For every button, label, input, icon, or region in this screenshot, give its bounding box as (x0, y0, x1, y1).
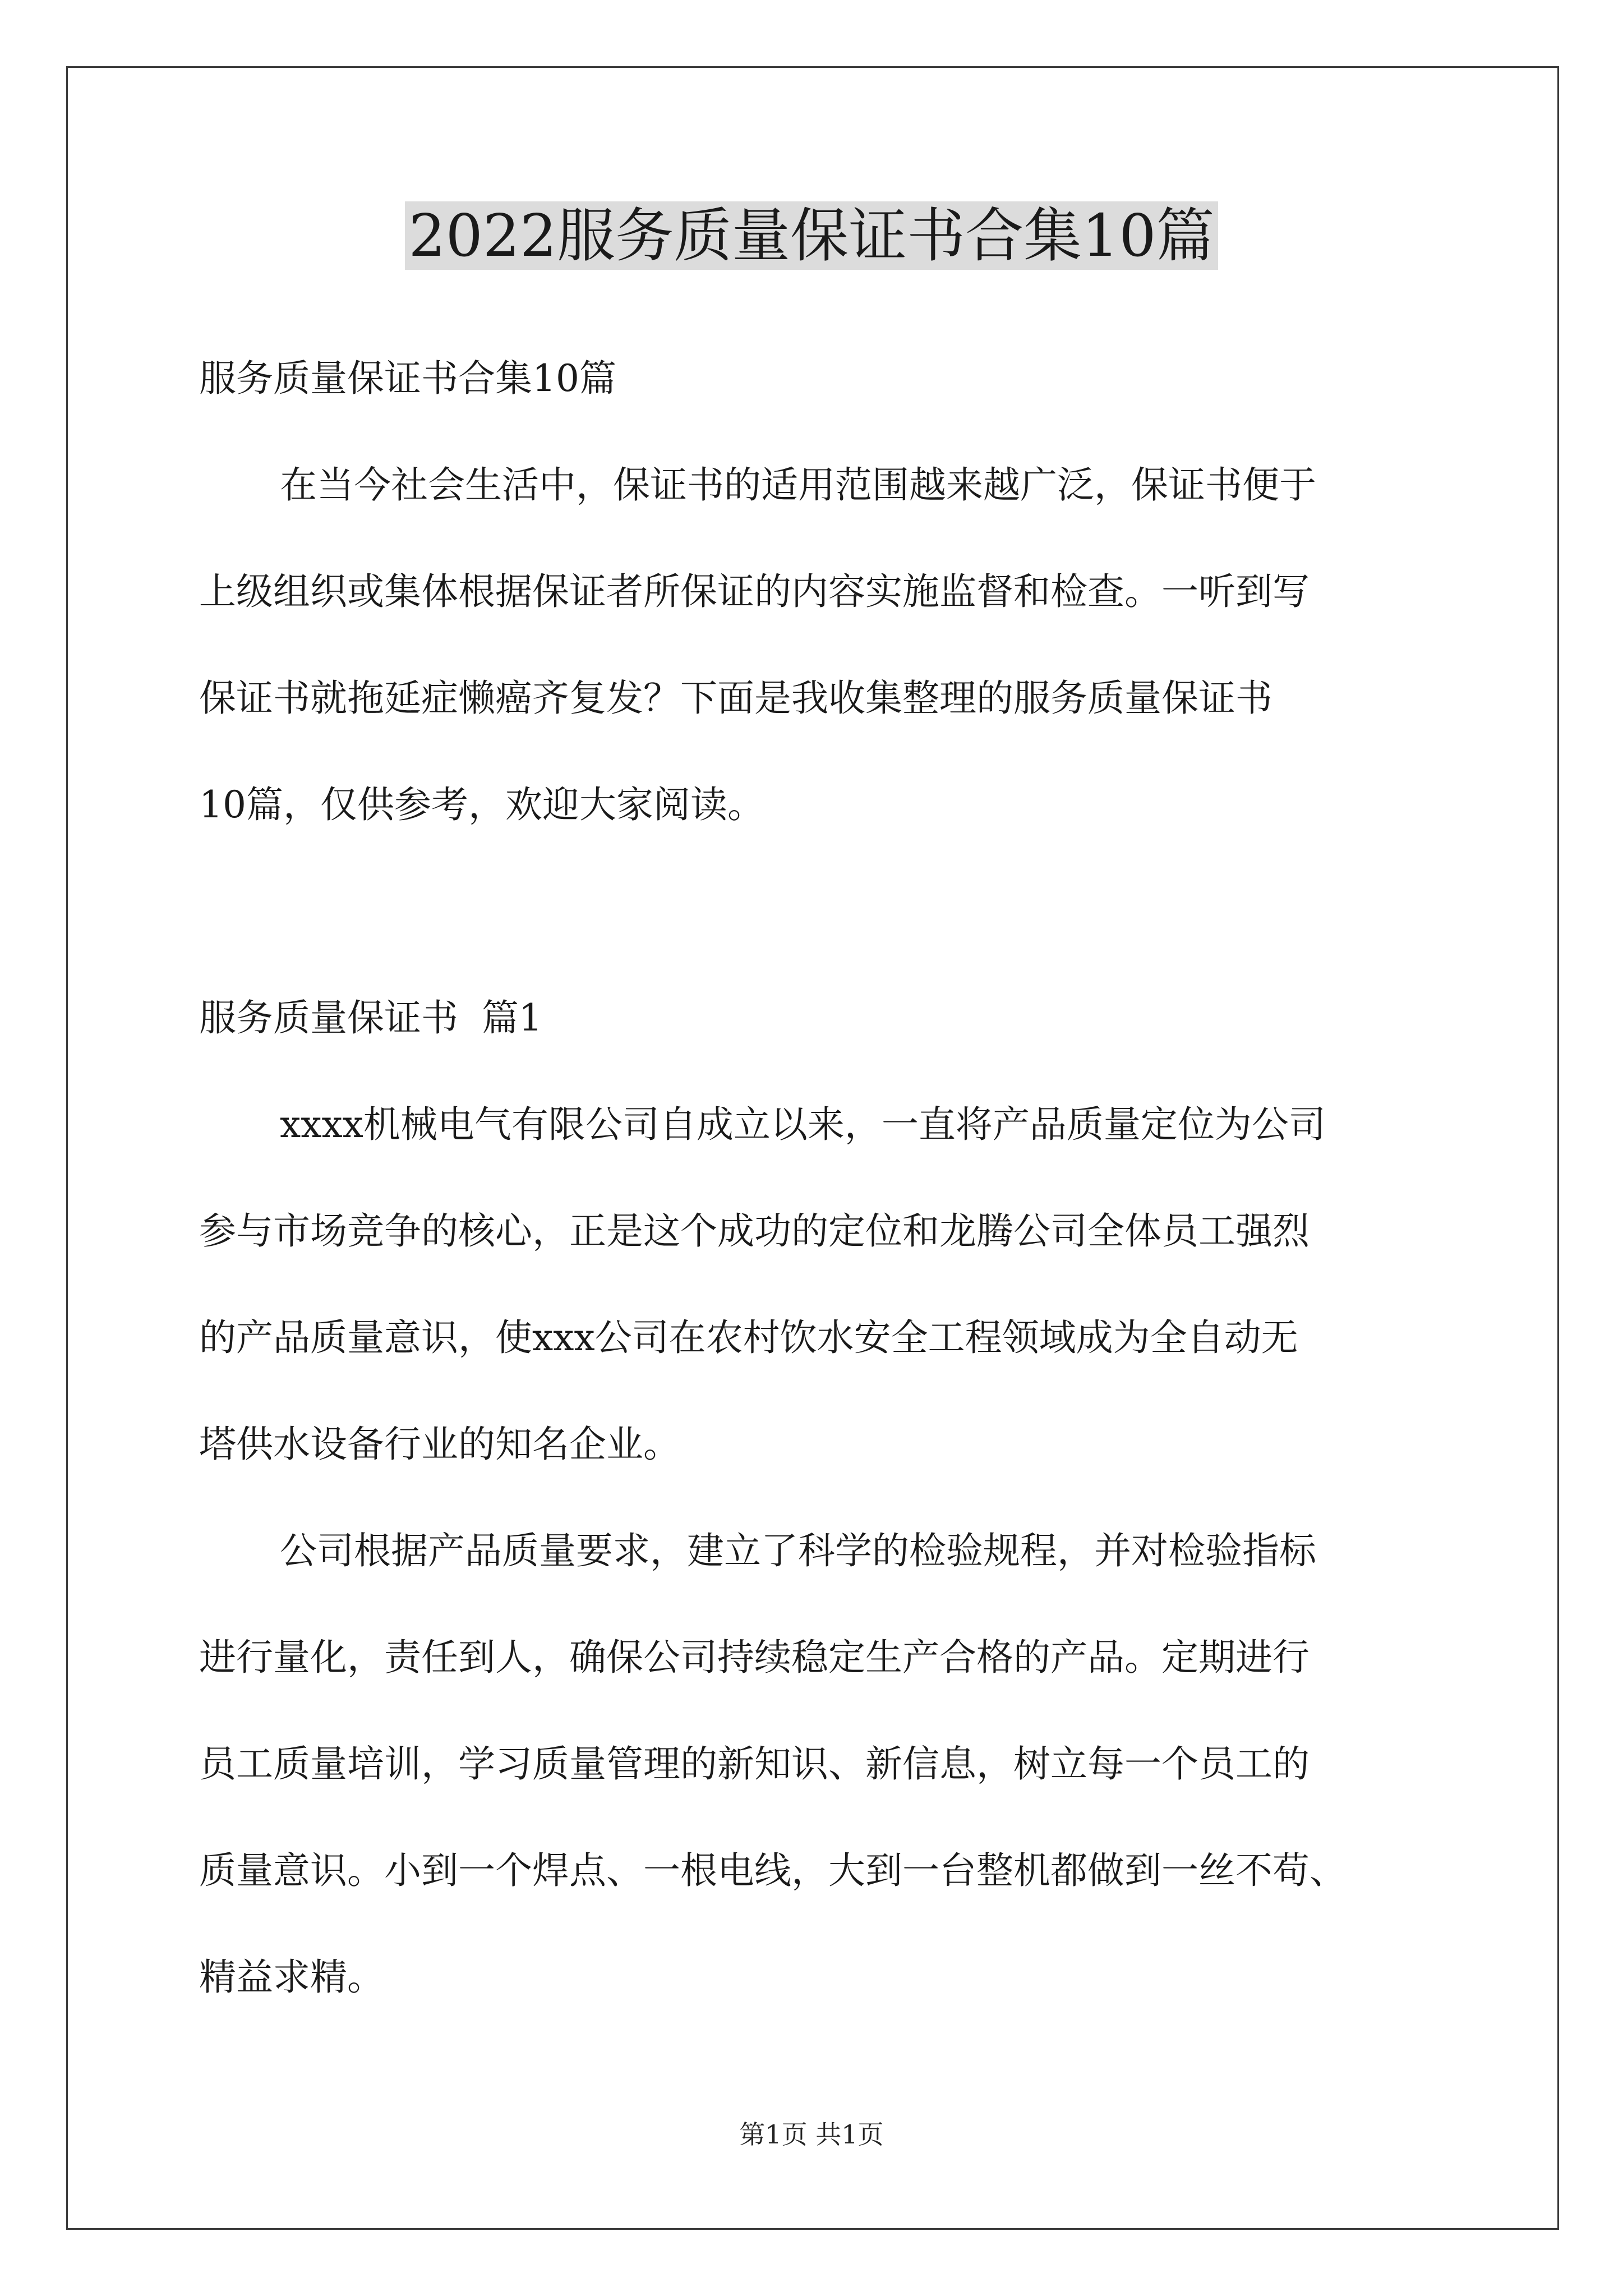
section-para2-line-5: 精益求精。 (199, 1955, 384, 1999)
section-para2-line-2: 进行量化，责任到人，确保公司持续稳定生产合格的产品。定期进行 (199, 1636, 1310, 1679)
section-para2-line-4: 质量意识。小到一个焊点、一根电线，大到一台整机都做到一丝不苟、 (199, 1849, 1347, 1892)
intro-paragraph (199, 432, 1433, 858)
section-para2-line-1: 公司根据产品质量要求，建立了科学的检验规程，并对检验指标 (280, 1529, 1316, 1572)
page-footer: 第1页 共1页 (739, 2119, 884, 2150)
section-para1-line-1: xxxx机械电气有限公司自成立以来，一直将产品质量定位为公司 (280, 1103, 1326, 1146)
section-para1-line-4: 塔供水设备行业的知名企业。 (199, 1423, 680, 1466)
intro-line-4: 10篇，仅供参考，欢迎大家阅读。 (199, 783, 764, 826)
document-title (0, 191, 1623, 280)
document-body (199, 325, 1433, 2031)
section-paragraph-1 (199, 1071, 1433, 1498)
section-para2-line-3: 员工质量培训，学习质量管理的新知识、新信息，树立每一个员工的 (199, 1742, 1310, 1786)
spacer (199, 858, 1433, 965)
intro-line-1: 在当今社会生活中，保证书的适用范围越来越广泛，保证书便于 (280, 463, 1316, 507)
section-para1-line-2: 参与市场竞争的核心，正是这个成功的定位和龙腾公司全体员工强烈 (199, 1209, 1310, 1253)
document-subtitle: 服务质量保证书合集10篇 (199, 357, 616, 400)
section-paragraph-2 (199, 1498, 1433, 2031)
intro-line-2: 上级组织或集体根据保证者所保证的内容实施监督和检查。一听到写 (199, 570, 1310, 613)
section-heading: 服务质量保证书 篇1 (199, 996, 542, 1039)
section-para1-line-3: 的产品质量意识，使xxx公司在农村饮水安全工程领域成为全自动无 (199, 1316, 1298, 1359)
intro-line-3: 保证书就拖延症懒癌齐复发？下面是我收集整理的服务质量保证书 (199, 677, 1272, 720)
document-title-text: 2022服务质量保证书合集10篇 (405, 201, 1218, 270)
